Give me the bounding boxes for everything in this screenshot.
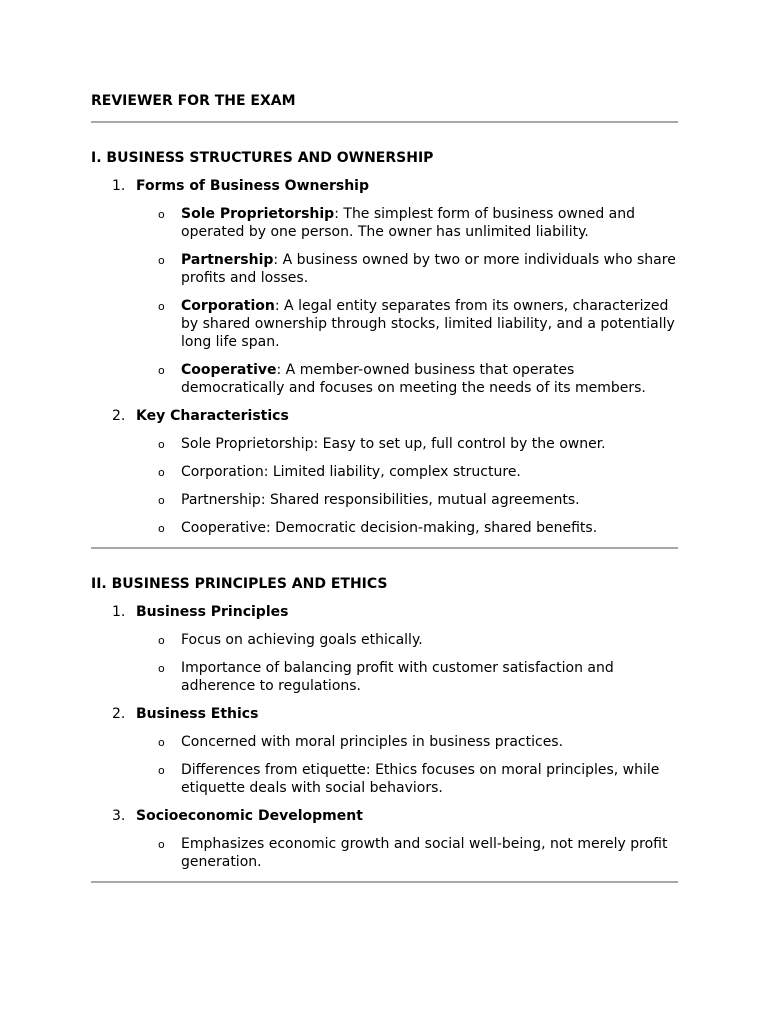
bullet-text: Concerned with moral principles in business practices. xyxy=(181,734,564,750)
bullet-list xyxy=(136,733,678,797)
numbered-list xyxy=(91,603,678,871)
section-business-principles xyxy=(91,575,678,883)
bullet-item xyxy=(136,251,678,287)
bullet-icon: o xyxy=(158,662,165,675)
bullet-item xyxy=(136,631,678,649)
item-heading: Business Principles xyxy=(136,604,289,620)
item-number: 1. xyxy=(112,604,126,620)
section-business-structures xyxy=(91,149,678,549)
bullet-text: Emphasizes economic growth and social well-being, not merely profit generation. xyxy=(181,836,668,870)
bullet-text: Corporation: Limited liability, complex structure. xyxy=(181,464,521,480)
bullet-item xyxy=(136,435,678,453)
section-heading: I. BUSINESS STRUCTURES AND OWNERSHIP xyxy=(91,150,434,166)
bullet-icon: o xyxy=(158,522,165,535)
item-heading: Business Ethics xyxy=(136,706,259,722)
list-item-business-principles xyxy=(91,603,678,695)
bullet-term: Partnership xyxy=(181,252,274,268)
bullet-text: Focus on achieving goals ethically. xyxy=(181,632,423,648)
bullet-text: : The simplest form of business owned and operated by one person. The owner has unlimited liability. xyxy=(181,206,635,240)
bullet-item xyxy=(136,297,678,351)
item-number: 2. xyxy=(112,706,126,722)
bullet-text: Cooperative: Democratic decision-making, shared benefits. xyxy=(181,520,598,536)
item-heading: Key Characteristics xyxy=(136,408,289,424)
bullet-item xyxy=(136,205,678,241)
bullet-icon: o xyxy=(158,466,165,479)
bullet-icon: o xyxy=(158,634,165,647)
bullet-item xyxy=(136,463,678,481)
bullet-text: Importance of balancing profit with customer satisfaction and adherence to regulations. xyxy=(181,660,614,694)
item-heading: Socioeconomic Development xyxy=(136,808,363,824)
bullet-icon: o xyxy=(158,364,165,377)
bullet-text: Differences from etiquette: Ethics focuses on moral principles, while etiquette deals with social behaviors. xyxy=(181,762,660,796)
bullet-text: Partnership: Shared responsibilities, mutual agreements. xyxy=(181,492,580,508)
bullet-item xyxy=(136,835,678,871)
item-number: 1. xyxy=(112,178,126,194)
bullet-item xyxy=(136,361,678,397)
title-divider xyxy=(91,121,678,123)
bullet-icon: o xyxy=(158,254,165,267)
list-item-forms-of-ownership xyxy=(91,177,678,397)
item-heading: Forms of Business Ownership xyxy=(136,178,369,194)
section-divider xyxy=(91,881,678,883)
bullet-icon: o xyxy=(158,764,165,777)
document-content xyxy=(91,92,678,883)
bullet-item xyxy=(136,491,678,509)
bullet-icon: o xyxy=(158,838,165,851)
bullet-icon: o xyxy=(158,494,165,507)
item-number: 2. xyxy=(112,408,126,424)
bullet-list xyxy=(136,835,678,871)
bullet-item xyxy=(136,761,678,797)
bullet-text: : A business owned by two or more individuals who share profits and losses. xyxy=(181,252,676,286)
section-divider xyxy=(91,547,678,549)
item-number: 3. xyxy=(112,808,126,824)
bullet-list xyxy=(136,205,678,397)
numbered-list xyxy=(91,177,678,537)
bullet-icon: o xyxy=(158,300,165,313)
document-title: REVIEWER FOR THE EXAM xyxy=(91,93,296,109)
bullet-text: Sole Proprietorship: Easy to set up, full control by the owner. xyxy=(181,436,606,452)
bullet-icon: o xyxy=(158,736,165,749)
list-item-key-characteristics xyxy=(91,407,678,537)
bullet-text: : A member-owned business that operates democratically and focuses on meeting the needs of its members. xyxy=(181,362,646,396)
section-heading: II. BUSINESS PRINCIPLES AND ETHICS xyxy=(91,576,388,592)
list-item-socioeconomic-development xyxy=(91,807,678,871)
bullet-item xyxy=(136,519,678,537)
bullet-list xyxy=(136,435,678,537)
bullet-icon: o xyxy=(158,208,165,221)
bullet-term: Corporation xyxy=(181,298,275,314)
bullet-item xyxy=(136,659,678,695)
bullet-term: Cooperative xyxy=(181,362,277,378)
bullet-icon: o xyxy=(158,438,165,451)
bullet-item xyxy=(136,733,678,751)
bullet-term: Sole Proprietorship xyxy=(181,206,335,222)
list-item-business-ethics xyxy=(91,705,678,797)
bullet-list xyxy=(136,631,678,695)
bullet-text: : A legal entity separates from its owners, characterized by shared ownership through stocks, limited liability, and a potentially long life span. xyxy=(181,298,675,350)
